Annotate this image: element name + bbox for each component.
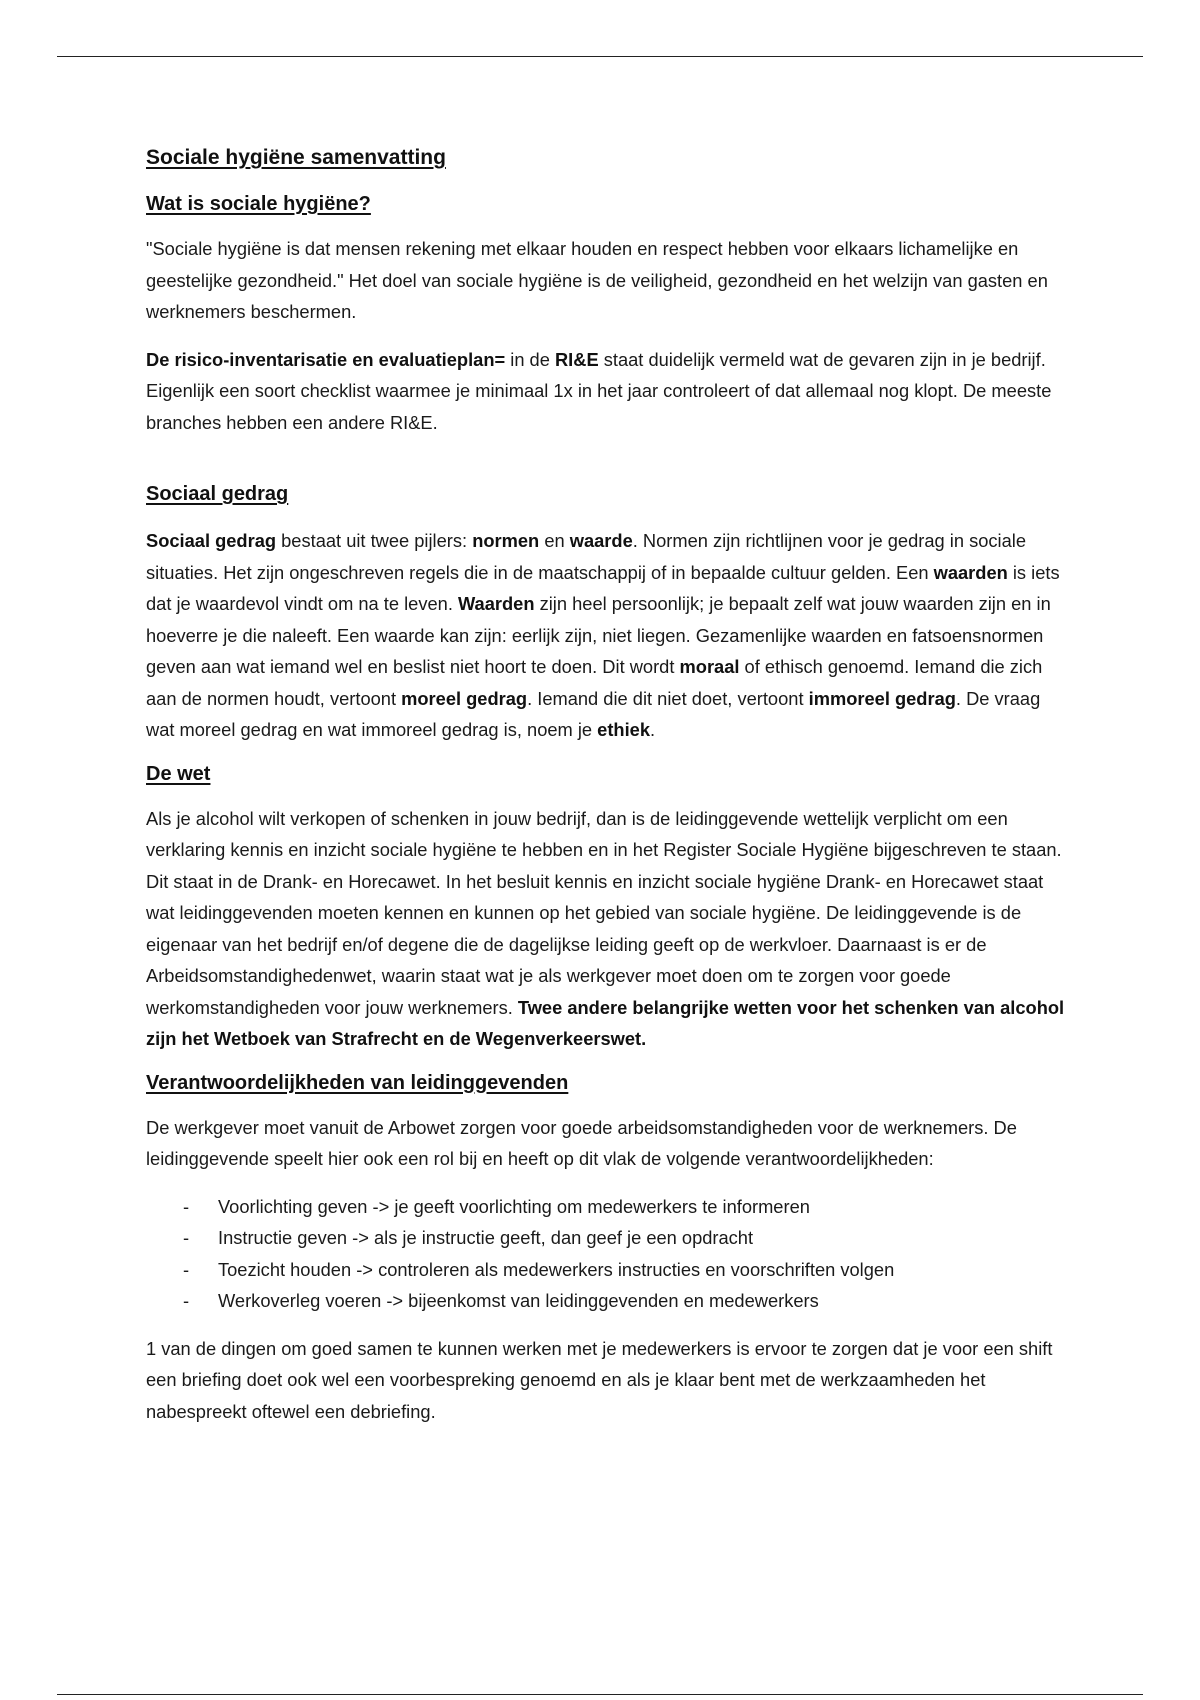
section-heading-sociaal-gedrag: Sociaal gedrag	[146, 483, 289, 505]
paragraph-rie: De risico-inventarisatie en evaluatieplan= in de RI&E staat duidelijk vermeld wat de gevaren zijn in je bedrijf. Eigenlijk een soort checklist waarmee je minimaal 1x in het jaar controleert of dat allemaal nog klopt. De meeste branches hebben een andere RI&E.	[146, 348, 1052, 433]
section-heading-verantwoordelijkheden: Verantwoordelijkheden van leidinggevenden	[146, 1071, 569, 1094]
list-item: - Werkoverleg voeren -> bijeenkomst van leidinggevenden en medewerkers	[146, 1285, 1066, 1317]
paragraph-definition: "Sociale hygiëne is dat mensen rekening met elkaar houden en respect hebben voor elkaars lichamelijke en geestelijke gezondheid." Het doel van sociale hygiëne is de veiligheid, gezondheid en het welzijn van gasten en werknemers beschermen.	[146, 238, 1048, 322]
paragraph-briefing: 1 van de dingen om goed samen te kunnen werken met je medewerkers is ervoor te zorgen dat je voor een shift een briefing doet ook wel een voorbespreking genoemd en als je klaar bent met de werkzaamheden het nabespreekt oftewel een debriefing.	[146, 1337, 1053, 1422]
document-body	[146, 146, 1066, 1427]
paragraph-de-wet: Als je alcohol wilt verkopen of schenken in jouw bedrijf, dan is de leidinggevende wettelijk verplicht om een verklaring kennis en inzicht sociale hygiëne te hebben en in het Register Sociale Hygiëne bijgeschreven te staan. Dit staat in de Drank- en Horecawet. In het besluit kennis en inzicht sociale hygiëne Drank- en Horecawet staat wat leidinggevenden moeten kennen en kunnen op het gebied van sociale hygiëne. De leidinggevende is de eigenaar van het bedrijf en/of degene die de dagelijkse leiding geeft op de werkvloer. Daarnaast is er de Arbeidsomstandighedenwet, waarin staat wat je als werkgever moet doen om te zorgen voor goede werkomstandigheden voor jouw werknemers. Twee andere belangrijke wetten voor het schenken van alcohol zijn het Wetboek van Strafrecht en de Wegenverkeerswet.	[146, 807, 1065, 1049]
paragraph-verantwoordelijkheden-intro: De werkgever moet vanuit de Arbowet zorgen voor goede arbeidsomstandigheden voor de werknemers. De leidinggevende speelt hier ook een rol bij en heeft op dit vlak de volgende verantwoordelijkheden:	[146, 1116, 1017, 1169]
section-heading-de-wet: De wet	[146, 762, 211, 785]
term-rie-plan: De risico-inventarisatie en evaluatieplan=	[146, 348, 506, 370]
list-item: - Toezicht houden -> controleren als medewerkers instructies en voorschriften volgen	[146, 1254, 1066, 1286]
list-item: - Instructie geven -> als je instructie geeft, dan geef je een opdracht	[146, 1222, 1066, 1254]
page-title: Sociale hygiëne samenvatting	[146, 146, 446, 169]
list-item: - Voorlichting geven -> je geeft voorlichting om medewerkers te informeren	[146, 1191, 1066, 1223]
footer-rule	[57, 1694, 1143, 1695]
section-heading-wat-is-sociale-hygiene: Wat is sociale hygiëne?	[146, 193, 371, 215]
responsibilities-list	[146, 1191, 1066, 1317]
paragraph-sociaal-gedrag: Sociaal gedrag bestaat uit twee pijlers: normen en waarde. Normen zijn richtlijnen voor je gedrag in sociale situaties. Het zijn ongeschreven regels die in de maatschappij of in bepaalde cultuur gelden. Een waarden is iets dat je waardevol vindt om na te leven. Waarden zijn heel persoonlijk; je bepaalt zelf wat jouw waarden zijn en in hoeverre je die naleeft. Een waarde kan zijn: eerlijk zijn, niet liegen. Gezamenlijke waarden en fatsoensnormen geven aan wat iemand wel en beslist niet hoort te doen. Dit wordt moraal of ethisch genoemd. Iemand die zich aan de normen houdt, vertoont moreel gedrag. Iemand die dit niet doet, vertoont immoreel gedrag. De vraag wat moreel gedrag en wat immoreel gedrag is, noem je ethiek.	[146, 530, 1060, 740]
header-rule	[57, 56, 1143, 57]
term-rie: RI&E	[554, 348, 599, 370]
